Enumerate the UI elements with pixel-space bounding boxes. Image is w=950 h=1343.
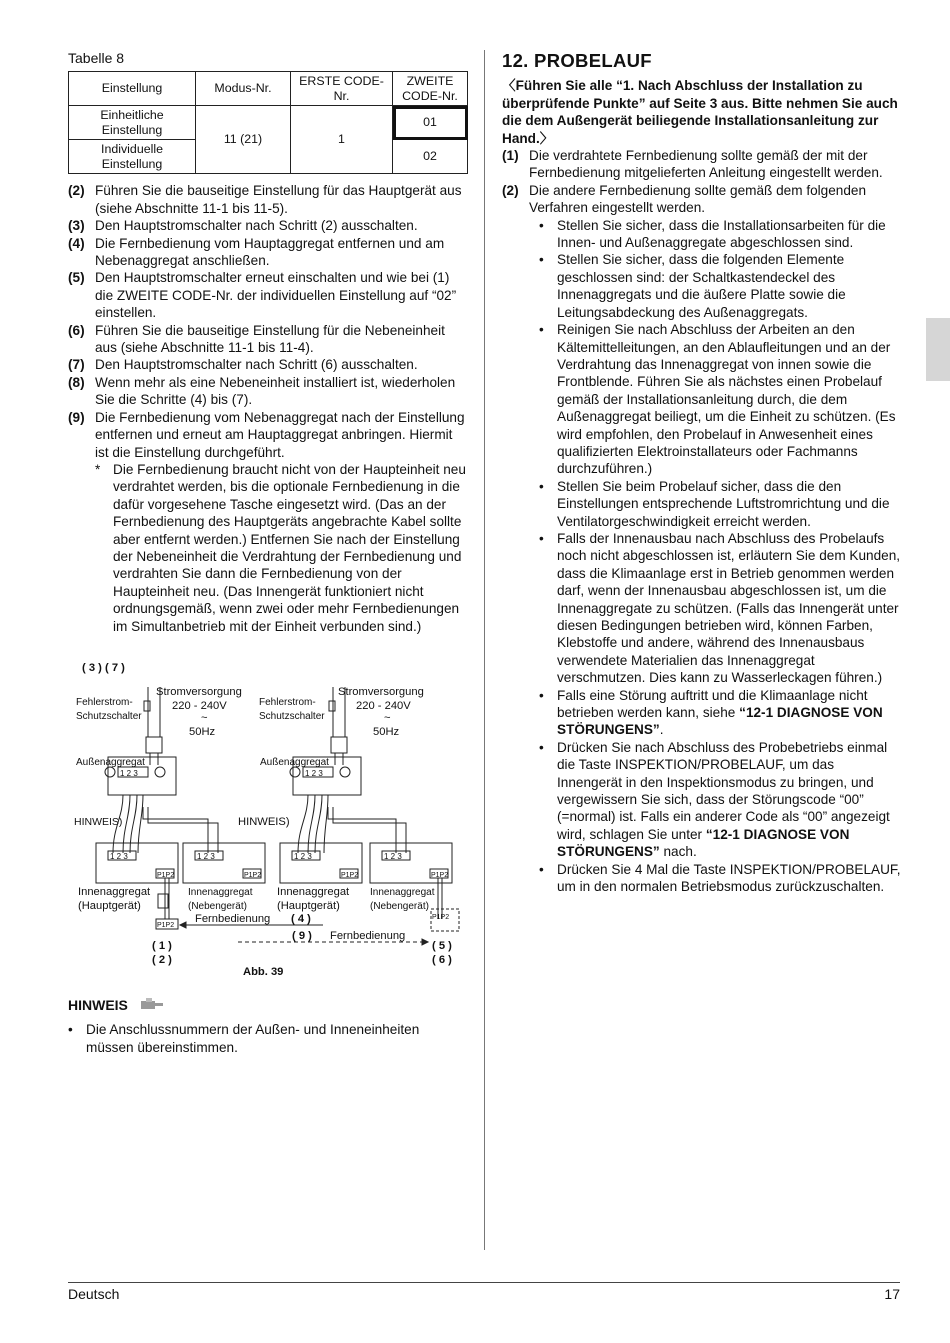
table-cell-code2: 01 [393,106,468,140]
step-item: (6) Führen Sie die bauseitige Einstellung für die Nebeneinheit aus (siehe Abschnitte 11-1 bis 11-4). [68,322,445,356]
footer-rule [68,1282,900,1283]
bullet-item: • Drücken Sie nach Abschluss des Probebetriebs einmal die Taste INSPEKTION/PROBELAUF, um das Innengerät in den Inspektionsmodus zu bringen, und vergewissern Sie sich, dass der Störungscode “00” (=normal) ist. Falls ein anderer Code als “00” angezeigt wird, schlagen Sie unter “12-1 DIAGNOSE VON STÖRUNGENS” nach. [539,739,890,860]
diagram-label: 1 2 3 [120,768,138,778]
step-item: (3) Den Hauptstromschalter nach Schritt (2) ausschalten. [68,218,418,234]
figure-caption: Abb. 39 [243,965,284,978]
bullet-item: • Stellen Sie sicher, dass die folgenden Elemente geschlossen sind: der Schaltkastendeckel des Innenaggregats und die äußere Platte sowie die Leitungsabdeckung des Außenaggregats. [539,252,846,320]
diagram-label: ( 4 ) [291,912,311,925]
diagram-label: P1P2 [431,871,449,879]
diagram-label: ( 5 ) [432,939,452,952]
diagram-label: Fernbedienung [195,912,271,925]
diagram-label: (Hauptgerät) [78,899,141,912]
right-column [502,50,902,896]
table-header: Modus-Nr. [196,72,291,106]
diagram-label: 1 2 3 [110,851,128,861]
table-cell: Einheitliche Einstellung [69,106,196,140]
step-item: (2) Führen Sie die bauseitige Einstellung für das Hauptgerät aus (siehe Abschnitte 11-1 bis 11-5). [68,183,462,216]
step-item: (8) Wenn mehr als eine Nebeneinheit installiert ist, wiederholen Sie die Schritte (4) bis (7). [68,374,456,408]
diagram-label: P1P2 [157,921,175,929]
bullet-item: • Falls der Innenausbau nach Abschluss des Probelaufs noch nicht abgeschlossen ist, erläutern Sie dem Kunden, dass die Klimaanlage erst in Betrieb genommen werden darf, wenn der Innenausbau abgeschlossen ist, um die Innenaggregate zu schützen. (Falls das Innengerät unter diesen Bedingungen betrieben wird, können Farben, Klebstoffe und andere, während des Innenausbaus verwendete Materialien das Innenaggregat verschmutzen. Dies kann zu Wasserleckagen führen.) [539,530,901,686]
hand-pointer-icon [140,997,164,1015]
bullet-item: • Falls eine Störung auftritt und die Klimaanlage nicht betrieben werden kann, siehe “12-1 DIAGNOSE VON STÖRUNGENS”. [539,687,883,738]
diagram-label: (Nebengerät) [370,900,429,912]
step-item: (1) Die verdrahtete Fernbedienung sollte gemäß der mit der Fernbedienung mitgelieferten Anleitung eingestellt werden. [502,148,883,181]
diagram-label: ( 2 ) [152,953,172,966]
diagram-label: P1P2 [341,871,359,879]
step-item: (7) Den Hauptstromschalter nach Schritt (6) ausschalten. [68,357,418,373]
bullet-list [529,217,902,896]
bullet-item: • Reinigen Sie nach Abschluss der Arbeiten an den Kältemittelleitungen, an den Ablaufleitungen und an der Verdrahtung das Innenaggregat von innen sowie die Frontblende. Führen Sie als nächstes einen Probelauf gemäß der Installationsanleitung durch, die dem Außenaggregat beiliegt, um die Einheit zu schützen. (Es wird empfohlen, den Probelauf in Anwesenheit eines qualifizierten Elektroinstallateurs oder Fachmanns durchzuführen.) [539,322,896,477]
diagram-label: ~ [201,711,208,724]
diagram-label: 1 2 3 [305,768,323,778]
table-header: ZWEITE CODE-Nr. [393,72,468,106]
diagram-label: HINWEIS) [238,815,290,828]
diagram-label: ( 1 ) [152,939,172,952]
table-cell-mode: 11 (21) [196,106,291,174]
step-item: (5) Den Hauptstromschalter erneut einschalten und wie bei (1) die ZWEITE CODE-Nr. der individuellen Einstellung auf “02” einstellen. [68,270,457,321]
diagram-label: Fehlerstrom- [76,696,133,708]
diagram-label: 1 2 3 [294,851,312,861]
section-tab-marker [926,318,950,381]
diagram-label: Außenaggregat [76,756,145,768]
diagram-label: ( 3 ) ( 7 ) [82,661,125,674]
diagram-label: Außenaggregat [260,756,329,768]
bullet-item: • Drücken Sie 4 Mal die Taste INSPEKTION/PROBELAUF, um in den normalen Betriebsmodus zurückzuschalten. [539,861,901,895]
wiring-diagram [68,657,468,987]
bullet-item: • Stellen Sie sicher, dass die Installationsarbeiten für die Innen- und Außenaggregate abgeschlossen sind. [539,217,886,251]
diagram-label: ~ [384,711,391,724]
diagram-label: 1 2 3 [197,851,215,861]
steps-list [68,182,468,635]
table-header: ERSTE CODE-Nr. [291,72,393,106]
bullet-item: • Stellen Sie beim Probelauf sicher, dass die den Einstellungen entsprechende Luftstromrichtung und die Ventilatorgeschwindigkeit erreicht werden. [539,478,890,529]
column-divider [484,50,485,1250]
table-cell: Individuelle Einstellung [69,140,196,174]
section-intro: 〈Führen Sie alle “1. Nach Abschluss der Installation zu überprüfende Punkte” auf Seite 3 aus. Bitte nehmen Sie auch die dem Außengerät beiliegende Installationsanleitung zur Hand.〉 [502,78,898,146]
diagram-label: 50Hz [373,725,400,738]
table-cell-code2: 02 [393,140,468,174]
diagram-label: P1P2 [157,871,175,879]
table-cell-code1: 1 [291,106,393,174]
diagram-label: Innenaggregat [277,885,350,898]
step-item: (4) Die Fernbedienung vom Hauptaggregat entfernen und am Nebenaggregat anschließen. [68,235,445,269]
step-item: (9) Die Fernbedienung vom Nebenaggregat nach der Einstellung entfernen und erneut am Hauptaggregat anbringen. Hiermit ist die Einstellung durchgeführt. [68,409,465,460]
step-item: (2) Die andere Fernbedienung sollte gemäß dem folgenden Verfahren eingestellt werden. [502,182,867,216]
diagram-label: 220 - 240V [172,699,227,712]
table-header: Einstellung [69,72,196,106]
hinweis-item: • Die Anschlussnummern der Außen- und Inneneinheiten müssen übereinstimmen. [68,1022,420,1055]
star-note: * Die Fernbedienung braucht nicht von der Haupteinheit neu verdrahtet werden, bis die optionale Fernbedienung in die dafür vorgesehene Tasche eingesetzt wird. (Das an der Fernbedienung des Hauptgeräts angebrachte Kabel sollte aber entfernt werden.) Entfernen Sie nach der Einstellung der Nebeneinheit die Verdrahtung der Fernbedienung und verdrahten Sie dann die Fernbedienung von der Haupteinheit neu. (Das Innengerät funktioniert nicht ordnungsgemäß, wenn zwei oder mehr Fernbedienungen im Simultanbetrieb mit der Einheit verbunden sind.) [95,461,466,634]
diagram-label: P1P2 [432,913,450,921]
diagram-label: ( 9 ) [292,929,312,942]
diagram-label: Schutzschalter [259,710,325,722]
diagram-label: 220 - 240V [356,699,411,712]
table-caption: Tabelle 8 [68,50,125,66]
diagram-label: P1P2 [244,871,262,879]
diagram-label: ( 6 ) [432,953,452,966]
wiring-diagram-svg [68,657,468,987]
diagram-label: (Nebengerät) [188,900,247,912]
left-column [68,50,468,1056]
diagram-label: Stromversorgung [338,685,424,698]
diagram-label: Innenaggregat [78,885,151,898]
diagram-label: Stromversorgung [156,685,242,698]
section-title: 12. PROBELAUF [502,50,652,71]
diagram-label: Fernbedienung [330,929,406,942]
diagram-label: Innenaggregat [370,886,435,898]
diagram-label: 1 2 3 [384,851,402,861]
hinweis-heading: HINWEIS [68,997,468,1016]
diagram-label: HINWEIS) [74,815,123,828]
settings-table [68,71,468,174]
diagram-label: Fehlerstrom- [259,696,316,708]
footer-language: Deutsch [68,1286,120,1302]
diagram-label: Innenaggregat [188,886,253,898]
diagram-label: (Hauptgerät) [277,899,340,912]
diagram-label: Schutzschalter [76,710,142,722]
page-number: 17 [884,1286,900,1302]
diagram-label: 50Hz [189,725,216,738]
